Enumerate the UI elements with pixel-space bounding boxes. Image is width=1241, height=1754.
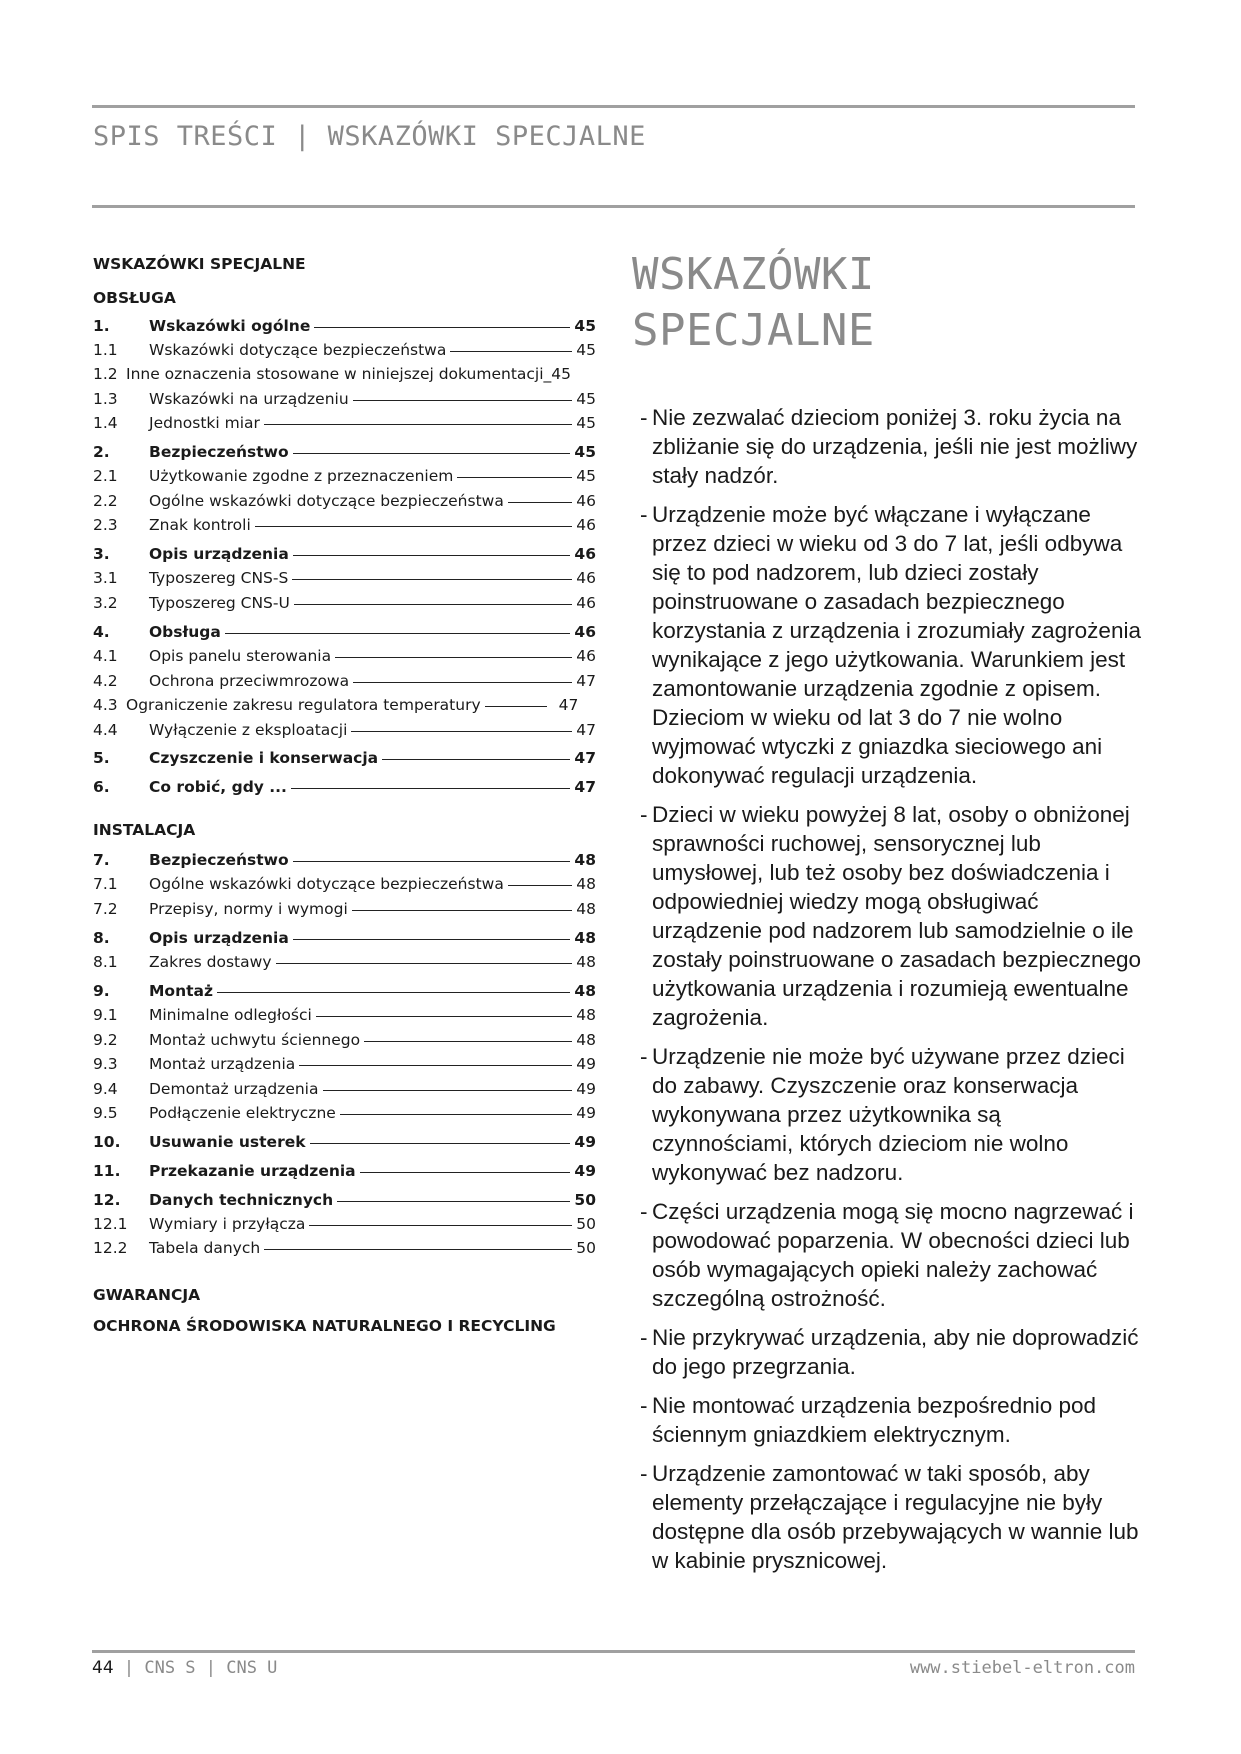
toc-entry bbox=[93, 1052, 596, 1076]
toc-entry-page: 49 bbox=[576, 1080, 596, 1098]
toc-heading-special: WSKAZÓWKI SPECJALNE bbox=[93, 255, 306, 273]
header-bottom-rule bbox=[92, 205, 1135, 208]
toc-entry bbox=[93, 1003, 596, 1027]
toc-entry-page: 46 bbox=[576, 516, 596, 534]
toc-entry-title: Montaż urządzenia bbox=[149, 1055, 296, 1073]
toc-entry-number: 9.4 bbox=[93, 1080, 118, 1098]
toc-entry-number: 2.2 bbox=[93, 492, 118, 510]
toc-leader-line bbox=[351, 731, 572, 732]
toc-entry-page: 50 bbox=[574, 1191, 596, 1209]
toc-entry bbox=[93, 950, 596, 974]
toc-leader-line bbox=[508, 885, 572, 886]
toc-entry-number: 2.1 bbox=[93, 467, 118, 485]
toc-entry bbox=[93, 848, 596, 872]
toc-entry-number: 6. bbox=[93, 778, 110, 796]
toc-heading-installation: INSTALACJA bbox=[93, 821, 196, 839]
toc-entry-page: 48 bbox=[576, 1006, 596, 1024]
toc-entry-page: 46 bbox=[576, 647, 596, 665]
toc-entry-number: 4. bbox=[93, 623, 110, 641]
toc-leader-line bbox=[264, 424, 572, 425]
toc-entry-number: 9. bbox=[93, 982, 110, 1000]
toc-leader-line bbox=[450, 351, 572, 352]
bullet-dash: - bbox=[640, 802, 648, 827]
safety-instruction-text: Nie przykrywać urządzenia, aby nie doprowadzić do jego przegrzania. bbox=[652, 1325, 1139, 1379]
toc-entry bbox=[93, 718, 596, 742]
toc-entry-title: Bezpieczeństwo bbox=[149, 443, 289, 461]
toc-entry bbox=[93, 669, 596, 693]
toc-entry-title: Opis urządzenia bbox=[149, 545, 289, 563]
footer-models: | CNS S | CNS U bbox=[123, 1658, 278, 1678]
section-title bbox=[632, 247, 875, 359]
safety-instruction bbox=[640, 800, 1146, 1032]
toc-entry-number: 7.2 bbox=[93, 900, 118, 918]
toc-entry-number: 2.3 bbox=[93, 516, 118, 534]
toc-entry-title: Ogólne wskazówki dotyczące bezpieczeństwa bbox=[149, 875, 504, 893]
section-title-line-2: SPECJALNE bbox=[632, 305, 875, 356]
toc-entry bbox=[93, 513, 596, 537]
toc-leader-line bbox=[291, 788, 570, 789]
safety-instruction bbox=[640, 1391, 1146, 1449]
toc-leader-line bbox=[293, 861, 571, 862]
toc-entry-number: 5. bbox=[93, 749, 110, 767]
toc-entry-title: Zakres dostawy bbox=[149, 953, 272, 971]
toc-entry-title: Ograniczenie zakresu regulatora temperatury bbox=[126, 696, 481, 714]
toc-entry-number: 9.3 bbox=[93, 1055, 118, 1073]
bullet-dash: - bbox=[640, 1461, 648, 1486]
safety-instruction-text: Urządzenie może być włączane i wyłączane przez dzieci w wieku od 3 do 7 lat, jeśli odbywa się to pod nadzorem, lub dzieci zostały poinstruowane o zasadach bezpiecznego korzystania z urządzenia i zrozumiały zagrożenia wynikające z jego użytkowania. Warunkiem jest zamontowanie urządzenia zgodnie z opisem. Dzieciom w wieku od lat 3 do 7 nie wolno wyjmować wtyczki z gniazdka sieciowego ani dokonywać regulacji urządzenia. bbox=[652, 502, 1141, 788]
toc-entry-number: 8. bbox=[93, 929, 110, 947]
toc-entry bbox=[93, 746, 596, 770]
bullet-dash: - bbox=[640, 1325, 648, 1350]
toc-entry-title: Tabela danych bbox=[149, 1239, 261, 1257]
toc-entry-number: 9.1 bbox=[93, 1006, 118, 1024]
toc-entry-title: Opis panelu sterowania bbox=[149, 647, 332, 665]
toc-entry-number: 4.1 bbox=[93, 647, 118, 665]
toc-entry bbox=[93, 387, 596, 411]
toc-entry-page: 48 bbox=[574, 851, 596, 869]
bullet-dash: - bbox=[640, 1199, 648, 1224]
toc-leader-line bbox=[293, 555, 571, 556]
toc-leader-line bbox=[255, 526, 572, 527]
toc-leader-line bbox=[292, 579, 572, 580]
toc-entry bbox=[93, 775, 596, 799]
safety-instruction-text: Urządzenie nie może być używane przez dzieci do zabawy. Czyszczenie oraz konserwacja wykonywana przez użytkownika są czynnościami, których dzieciom nie wolno wykonywać bez nadzoru. bbox=[652, 1044, 1125, 1185]
toc-leader-line bbox=[353, 400, 573, 401]
bullet-dash: - bbox=[640, 405, 648, 430]
page-header-title: SPIS TREŚCI | WSKAZÓWKI SPECJALNE bbox=[93, 121, 646, 152]
toc-entry-page: 48 bbox=[576, 875, 596, 893]
toc-entry-page: 46 bbox=[574, 545, 596, 563]
toc-entry-title: Usuwanie usterek bbox=[149, 1133, 306, 1151]
toc-leader-line bbox=[294, 604, 572, 605]
toc-leader-line bbox=[508, 502, 572, 503]
safety-instruction bbox=[640, 1042, 1146, 1187]
toc-entry-title: Jednostki miar bbox=[149, 414, 260, 432]
toc-entry-number: 7. bbox=[93, 851, 110, 869]
toc-leader-line bbox=[316, 1016, 572, 1017]
toc-entry-title: Montaż uchwytu ściennego bbox=[149, 1031, 361, 1049]
toc-entry-number: 3.2 bbox=[93, 594, 118, 612]
toc-entry bbox=[93, 338, 596, 362]
toc-entry-number: 3. bbox=[93, 545, 110, 563]
footer-page-info bbox=[92, 1658, 277, 1678]
toc-leader-line bbox=[360, 1172, 571, 1173]
toc-entry bbox=[93, 464, 596, 488]
safety-instruction bbox=[640, 1323, 1146, 1381]
toc-entry-number: 4.3 bbox=[93, 696, 118, 714]
safety-instruction bbox=[640, 1197, 1146, 1313]
toc-entry-page: 50 bbox=[576, 1239, 596, 1257]
toc-leader-line bbox=[353, 682, 572, 683]
bullet-dash: - bbox=[640, 1044, 648, 1069]
toc-entry-number: 12.1 bbox=[93, 1215, 128, 1233]
toc-entry-number: 10. bbox=[93, 1133, 121, 1151]
toc-leader-line bbox=[340, 1114, 572, 1115]
toc-entry-page: 49 bbox=[576, 1055, 596, 1073]
toc-entry-page: 45 bbox=[574, 317, 596, 335]
safety-instruction-text: Nie zezwalać dzieciom poniżej 3. roku życia na zbliżanie się do urządzenia, jeśli nie jest możliwy stały nadzór. bbox=[652, 405, 1138, 488]
toc-heading-environment: OCHRONA ŚRODOWISKA NATURALNEGO I RECYCLING bbox=[93, 1317, 556, 1335]
toc-entry-title: Bezpieczeństwo bbox=[149, 851, 289, 869]
page-number: 44 bbox=[92, 1658, 114, 1678]
toc-entry-title: Minimalne odległości bbox=[149, 1006, 312, 1024]
toc-entry-title: Wskazówki ogólne bbox=[149, 317, 311, 335]
toc-entry-page: 46 bbox=[574, 623, 596, 641]
toc-entry-page: 45 bbox=[576, 467, 596, 485]
toc-leader-line bbox=[314, 327, 570, 328]
toc-entry bbox=[93, 693, 596, 717]
footer-rule bbox=[92, 1650, 1135, 1653]
toc-entry bbox=[93, 1077, 596, 1101]
toc-entry bbox=[93, 1159, 596, 1183]
toc-entry-title: Montaż bbox=[149, 982, 213, 1000]
toc-entry-title: Wymiary i przyłącza bbox=[149, 1215, 306, 1233]
toc-entry-number: 8.1 bbox=[93, 953, 118, 971]
toc-entry-title: Demontaż urządzenia bbox=[149, 1080, 319, 1098]
toc-entry bbox=[93, 489, 596, 513]
toc-leader-line bbox=[310, 1143, 571, 1144]
toc-entry-page: 48 bbox=[576, 1031, 596, 1049]
toc-entry-page: 49 bbox=[576, 1104, 596, 1122]
toc-leader-line bbox=[309, 1225, 572, 1226]
toc-leader-line bbox=[264, 1249, 572, 1250]
toc-heading-operation: OBSŁUGA bbox=[93, 289, 176, 307]
toc-entry bbox=[93, 897, 596, 921]
toc-entry-number: 7.1 bbox=[93, 875, 118, 893]
toc-leader-line bbox=[337, 1201, 570, 1202]
toc-entry-title: Inne oznaczenia stosowane w niniejszej dokumentacji_45 bbox=[126, 365, 572, 383]
toc-entry-number: 11. bbox=[93, 1162, 121, 1180]
toc-entry-page: 48 bbox=[574, 982, 596, 1000]
toc-entry-title: Opis urządzenia bbox=[149, 929, 289, 947]
toc-entry-page: 45 bbox=[576, 390, 596, 408]
toc-entry-number: 1.4 bbox=[93, 414, 118, 432]
toc-entry-page: 46 bbox=[576, 594, 596, 612]
safety-instruction bbox=[640, 403, 1146, 490]
toc-entry bbox=[93, 620, 596, 644]
toc-entry-number: 1.3 bbox=[93, 390, 118, 408]
toc-entry bbox=[93, 1028, 596, 1052]
toc-entry bbox=[93, 1130, 596, 1154]
toc-leader-line bbox=[364, 1041, 572, 1042]
toc-entry-title: Obsługa bbox=[149, 623, 221, 641]
toc-entry-page: 49 bbox=[574, 1133, 596, 1151]
toc-entry bbox=[93, 979, 596, 1003]
toc-entry bbox=[93, 566, 596, 590]
toc-entry-title: Czyszczenie i konserwacja bbox=[149, 749, 379, 767]
toc-entry-page: 47 bbox=[576, 672, 596, 690]
toc-entry bbox=[93, 362, 596, 386]
toc-entry-page: 46 bbox=[576, 569, 596, 587]
toc-leader-line bbox=[323, 1090, 573, 1091]
toc-entry bbox=[93, 872, 596, 896]
toc-entry-page: 45 bbox=[576, 414, 596, 432]
safety-instruction-text: Urządzenie zamontować w taki sposób, aby elementy przełączające i regulacyjne nie były dostępne dla osób przebywających w wannie lub w kabinie prysznicowej. bbox=[652, 1461, 1139, 1573]
safety-instruction bbox=[640, 500, 1146, 790]
safety-instruction-text: Części urządzenia mogą się mocno nagrzewać i powodować poparzenia. W obecności dzieci lub osób wymagających opieki należy zachować szczególną ostrożność. bbox=[652, 1199, 1134, 1311]
bullet-dash: - bbox=[640, 1393, 648, 1418]
toc-entry-page: 45 bbox=[576, 341, 596, 359]
toc-entry-title: Przekazanie urządzenia bbox=[149, 1162, 356, 1180]
toc-entry-number: 12.2 bbox=[93, 1239, 128, 1257]
toc-entry bbox=[93, 1236, 596, 1260]
toc-entry bbox=[93, 314, 596, 338]
toc-entry-title: Wskazówki na urządzeniu bbox=[149, 390, 349, 408]
toc-leader-line bbox=[485, 706, 547, 707]
toc-entry-number: 2. bbox=[93, 443, 110, 461]
toc-entry-title: Znak kontroli bbox=[149, 516, 251, 534]
toc-entry-title: Wskazówki dotyczące bezpieczeństwa bbox=[149, 341, 447, 359]
toc-entry-number: 12. bbox=[93, 1191, 121, 1209]
toc-entry-title: Co robić, gdy ... bbox=[149, 778, 287, 796]
safety-instruction-text: Nie montować urządzenia bezpośrednio pod ściennym gniazdkiem elektrycznym. bbox=[652, 1393, 1097, 1447]
toc-entry-title: Przepisy, normy i wymogi bbox=[149, 900, 348, 918]
toc-leader-line bbox=[225, 633, 571, 634]
toc-entry bbox=[93, 644, 596, 668]
bullet-dash: - bbox=[640, 502, 648, 527]
toc-entry-page: 48 bbox=[574, 929, 596, 947]
toc-leader-line bbox=[457, 477, 572, 478]
section-title-line-1: WSKAZÓWKI bbox=[632, 249, 875, 300]
header-top-rule bbox=[92, 105, 1135, 108]
toc-leader-line bbox=[382, 759, 570, 760]
toc-entry-number: 1.1 bbox=[93, 341, 118, 359]
toc-leader-line bbox=[335, 657, 572, 658]
toc-entry-title: Ogólne wskazówki dotyczące bezpieczeństwa bbox=[149, 492, 504, 510]
toc-entry-page: 47 bbox=[574, 778, 596, 796]
toc-leader-line bbox=[293, 939, 571, 940]
toc-entry-title: Typoszereg CNS-S bbox=[149, 569, 289, 587]
toc-entry bbox=[93, 542, 596, 566]
toc-entry-title: Ochrona przeciwmrozowa bbox=[149, 672, 350, 690]
toc-entry-number: 9.5 bbox=[93, 1104, 118, 1122]
toc-leader-line bbox=[293, 453, 571, 454]
toc-entry-page: 48 bbox=[576, 953, 596, 971]
safety-instruction-text: Dzieci w wieku powyżej 8 lat, osoby o obniżonej sprawności ruchowej, sensorycznej lub umysłowej, lub też osoby bez doświadczenia i odpowiedniej wiedzy mogą obsługiwać urządzenie pod nadzorem lub samodzielnie o ile zostały poinstruowane o zasadach bezpiecznego użytkowania urządzenia i rozumieją ewentualne zagrożenia. bbox=[652, 802, 1142, 1030]
toc-entry-number: 4.4 bbox=[93, 721, 118, 739]
toc-leader-line bbox=[276, 963, 573, 964]
toc-entry-title: Wyłączenie z eksploatacji bbox=[149, 721, 348, 739]
toc-entry-page: 47 bbox=[576, 721, 596, 739]
toc-entry-page: 46 bbox=[576, 492, 596, 510]
toc-entry bbox=[93, 411, 596, 435]
toc-entry bbox=[93, 1212, 596, 1236]
footer-website: www.stiebel-eltron.com bbox=[909, 1658, 1135, 1678]
toc-entry bbox=[93, 926, 596, 950]
toc-entry-page: 48 bbox=[576, 900, 596, 918]
toc-heading-warranty: GWARANCJA bbox=[93, 1286, 201, 1304]
toc-entry-page: 47 bbox=[574, 749, 596, 767]
safety-instructions-list bbox=[640, 403, 1146, 1585]
toc-entry-page: 47 bbox=[558, 696, 579, 714]
toc-entry-number: 1. bbox=[93, 317, 110, 335]
toc-entry-page: 49 bbox=[574, 1162, 596, 1180]
toc-entry-number: 3.1 bbox=[93, 569, 118, 587]
toc-leader-line bbox=[299, 1065, 572, 1066]
toc-entry-number: 9.2 bbox=[93, 1031, 118, 1049]
toc-entry-title: Podłączenie elektryczne bbox=[149, 1104, 336, 1122]
toc-entry bbox=[93, 1188, 596, 1212]
toc-entry-page: 50 bbox=[576, 1215, 596, 1233]
toc-entry-number: 1.2 bbox=[93, 365, 118, 383]
toc-entry bbox=[93, 1101, 596, 1125]
toc-entry-title: Danych technicznych bbox=[149, 1191, 334, 1209]
toc-entry-number: 4.2 bbox=[93, 672, 118, 690]
toc-leader-line bbox=[217, 992, 570, 993]
toc-entry bbox=[93, 440, 596, 464]
toc-entry-page: 45 bbox=[574, 443, 596, 461]
toc-entry-title: Typoszereg CNS-U bbox=[149, 594, 290, 612]
safety-instruction bbox=[640, 1459, 1146, 1575]
toc-entry bbox=[93, 591, 596, 615]
toc-entry-title: Użytkowanie zgodne z przeznaczeniem bbox=[149, 467, 454, 485]
toc-leader-line bbox=[352, 910, 572, 911]
